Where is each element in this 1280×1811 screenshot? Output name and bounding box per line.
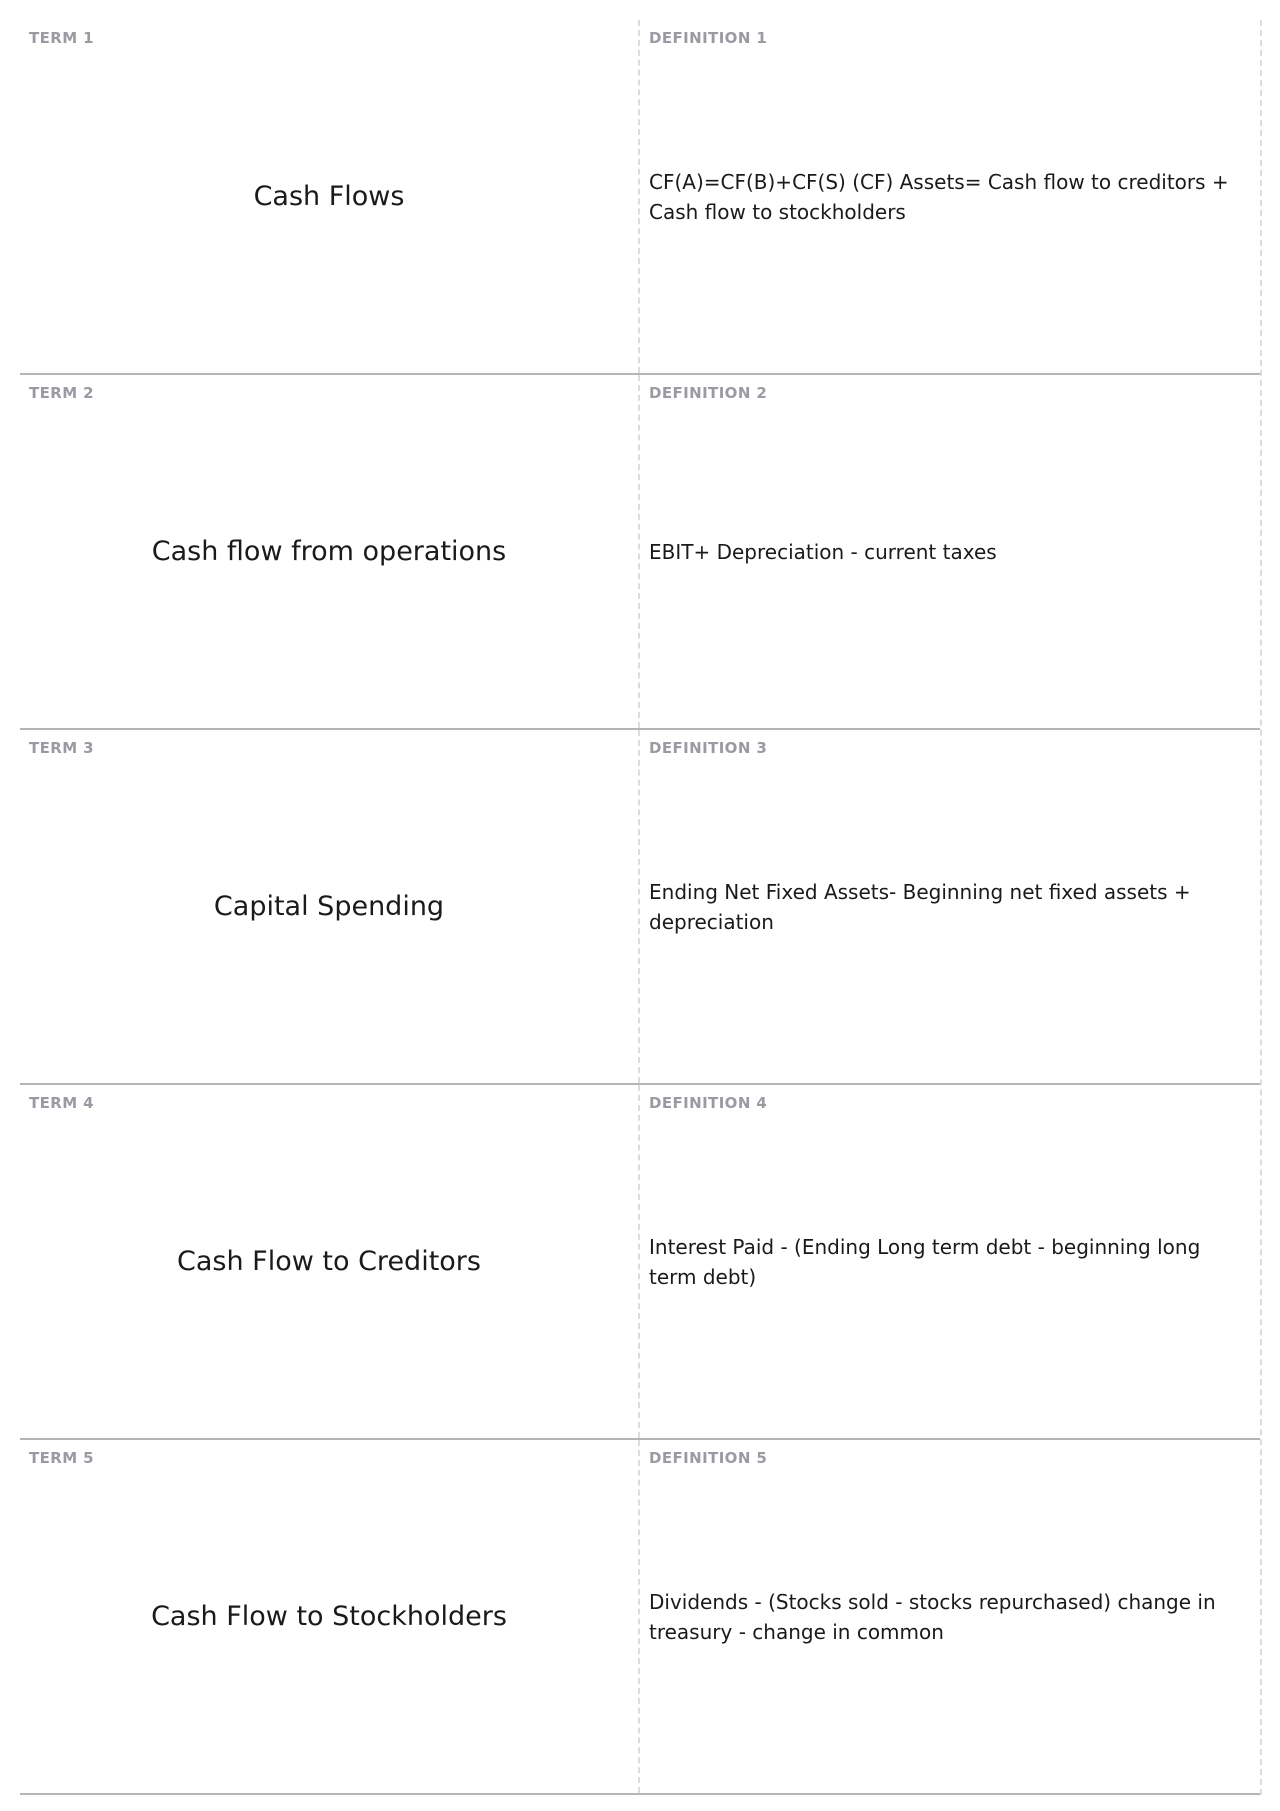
flashcard-row (20, 1440, 1260, 1795)
term-text: Cash flow from operations (151, 536, 507, 567)
definition-label: DEFINITION 2 (649, 384, 768, 402)
definition-cell (640, 1440, 1260, 1793)
flashcard-row (20, 1085, 1260, 1440)
definition-text: Dividends - (Stocks sold - stocks repurchased) change in treasury - change in common (649, 1589, 1216, 1644)
definition-cell (640, 730, 1260, 1083)
flashcard-sheet (20, 20, 1262, 1795)
term-label: TERM 2 (29, 384, 95, 402)
definition-cell (640, 1085, 1260, 1438)
flashcard-row (20, 20, 1260, 375)
term-cell (20, 20, 640, 373)
definition-cell (640, 20, 1260, 373)
flashcard-row (20, 730, 1260, 1085)
term-cell (20, 1085, 640, 1438)
term-text: Cash Flows (253, 181, 405, 212)
term-text: Capital Spending (213, 891, 445, 922)
flashcard-row (20, 375, 1260, 730)
term-cell (20, 1440, 640, 1793)
term-cell (20, 730, 640, 1083)
term-cell (20, 375, 640, 728)
term-label: TERM 3 (29, 739, 95, 757)
term-label: TERM 4 (29, 1094, 95, 1112)
definition-label: DEFINITION 4 (649, 1094, 768, 1112)
definition-label: DEFINITION 1 (649, 29, 768, 47)
term-label: TERM 5 (29, 1449, 95, 1467)
term-text: Cash Flow to Stockholders (151, 1601, 507, 1632)
definition-label: DEFINITION 5 (649, 1449, 768, 1467)
definition-text: CF(A)=CF(B)+CF(S) (CF) Assets= Cash flow to creditors + Cash flow to stockholders (649, 169, 1229, 224)
term-label: TERM 1 (29, 29, 95, 47)
definition-text: Interest Paid - (Ending Long term debt - beginning long term debt) (649, 1234, 1201, 1289)
definition-cell (640, 375, 1260, 728)
definition-text: Ending Net Fixed Assets- Beginning net fixed assets + depreciation (649, 879, 1191, 934)
definition-label: DEFINITION 3 (649, 739, 768, 757)
term-text: Cash Flow to Creditors (177, 1246, 481, 1277)
definition-text: EBIT+ Depreciation - current taxes (649, 539, 997, 564)
